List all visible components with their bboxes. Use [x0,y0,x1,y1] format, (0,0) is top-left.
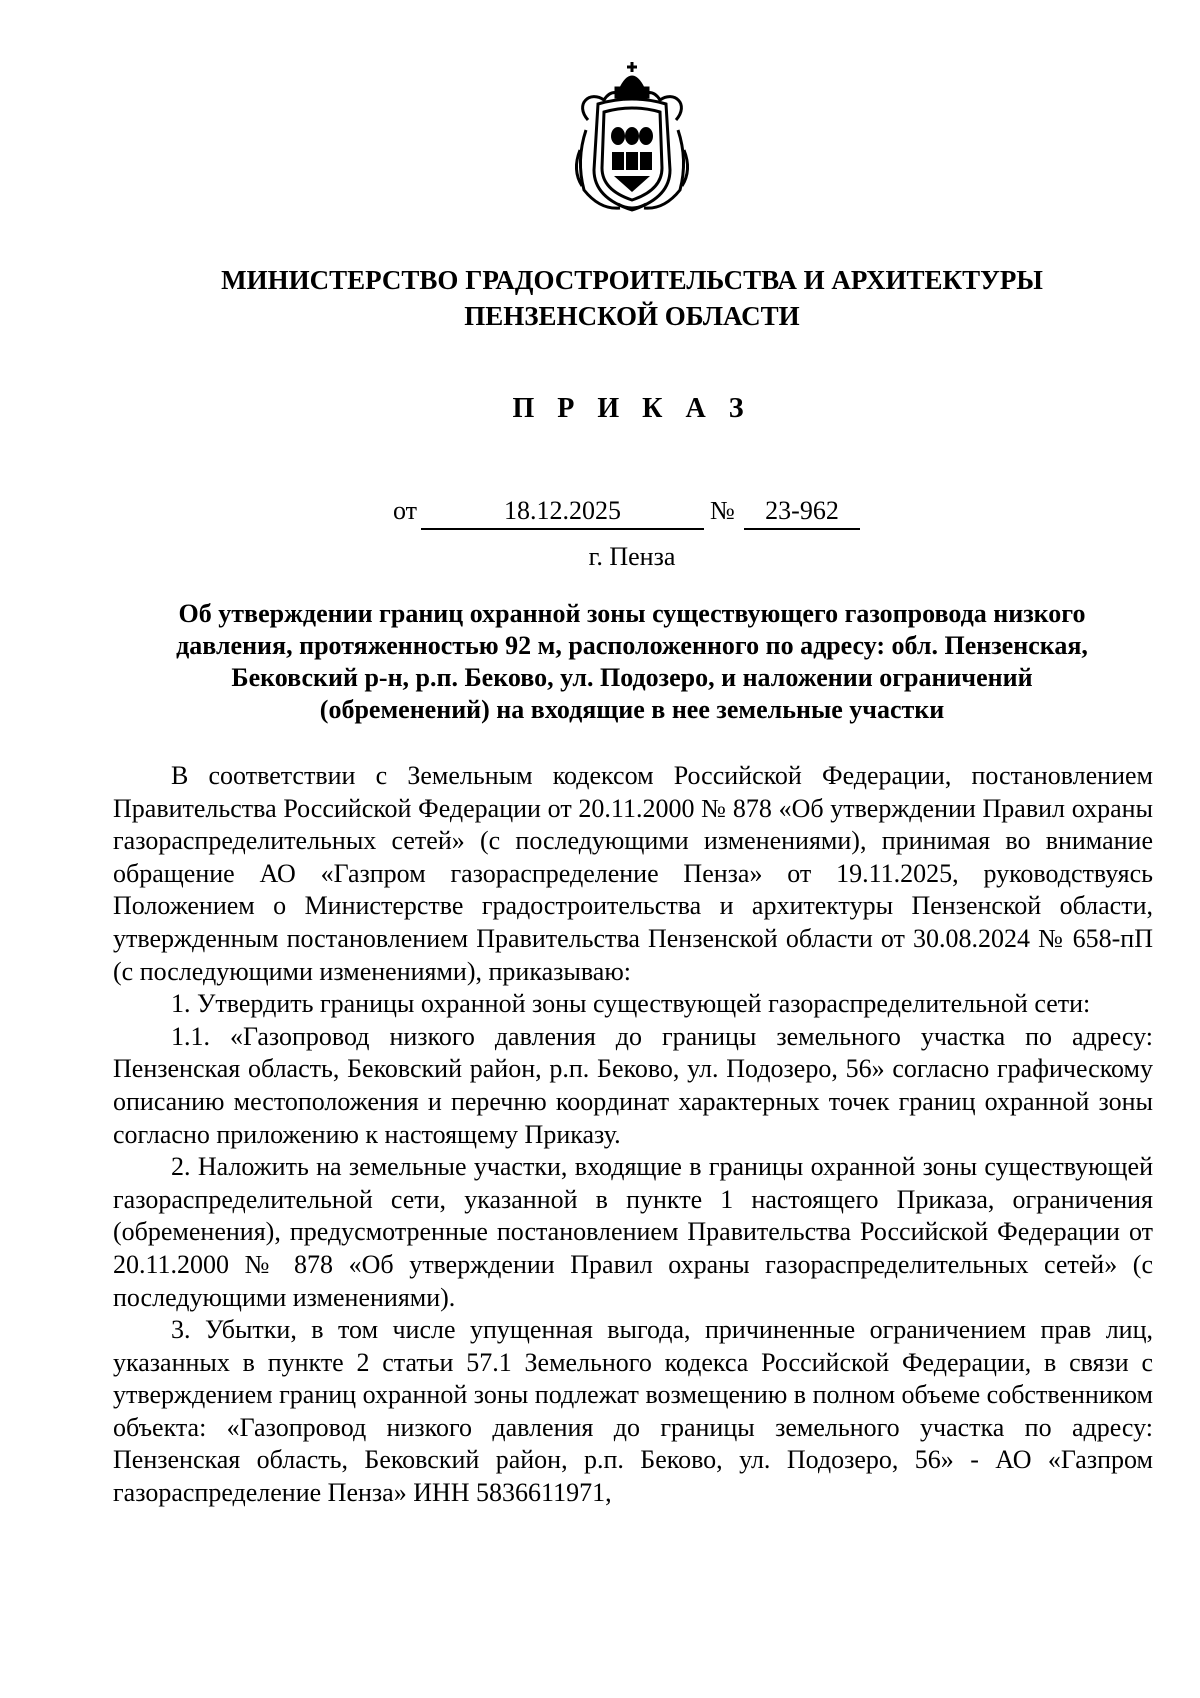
document-subject [110,598,1154,726]
document-type-title: П Р И К А З [512,393,752,424]
dateline [0,494,1200,528]
number-sign-label: № [710,496,735,525]
ministry-name [110,262,1154,334]
subject-line-3: Бековский р-н, р.п. Беково, ул. Подозеро, и наложении ограничений [231,663,1033,692]
ministry-name-line-2: ПЕНЗЕНСКОЙ ОБЛАСТИ [464,301,800,331]
ministry-name-line-1: МИНИСТЕРСТВО ГРАДОСТРОИТЕЛЬСТВА И АРХИТЕКТУРЫ [221,265,1043,295]
preamble-paragraph: В соответствии с Земельным кодексом Российской Федерации, постановлением Правительства Российской Федерации от 20.11.2000 № 878 «Об утверждении Правил охраны газораспределительных сетей» (с последующими изменениями), принимая во внимание обращение АО «Газпром газораспределение Пенза» от 19.11.2025, руководствуясь Положением о Министерстве градостроительства и архитектуры Пензенской области, утвержденным постановлением Правительства Пензенской области от 30.08.2024 № 658-пП (с последующими изменениями), приказываю: [113,761,1153,986]
city-line: г. Пенза [588,542,676,571]
item-1-paragraph: 1. Утвердить границы охранной зоны существующей газораспределительной сети: [171,989,1091,1019]
subject-line-4: (обременений) на входящие в нее земельные участки [319,695,945,724]
date-from-label: от [393,496,418,525]
coat-of-arms-emblem [570,60,694,214]
item-2-paragraph: 2. Наложить на земельные участки, входящие в границы охранной зоны существующей газораспределительной сети, указанной в пункте 1 настоящего Приказа, ограничения (обременения), предусмотренные постановлением Правительства Российской Федерации от 20.11.2000 № 878 «Об утверждении Правил охраны газораспределительных сетей» (с последующими изменениями). [113,1152,1153,1312]
item-3-paragraph: 3. Убытки, в том числе упущенная выгода, причиненные ограничением прав лиц, указанных в пункте 2 статьи 57.1 Земельного кодекса Российской Федерации, в связи с утверждением границ охранной зоны подлежат возмещению в полном объеме собственником объекта: «Газопровод низкого давления до границы земельного участка по адресу: Пензенская область, Бековский район, р.п. Беково, ул. Подозеро, 56» - АО «Газпром газораспределение Пенза» ИНН 5836611971, [113,1315,1153,1508]
document-body [113,760,1153,1510]
document-number: 23-962 [744,494,860,530]
subject-line-1: Об утверждении границ охранной зоны существующего газопровода низкого [178,599,1086,628]
document-date: 18.12.2025 [421,494,704,530]
item-1-1-paragraph: 1.1. «Газопровод низкого давления до границы земельного участка по адресу: Пензенская область, Бековский район, р.п. Беково, ул. Подозеро, 56» согласно графическому описанию местоположения и перечню координат характерных точек границ охранной зоны согласно приложению к настоящему Приказу. [113,1021,1153,1149]
subject-line-2: давления, протяженностью 92 м, расположенного по адресу: обл. Пензенская, [176,631,1088,660]
